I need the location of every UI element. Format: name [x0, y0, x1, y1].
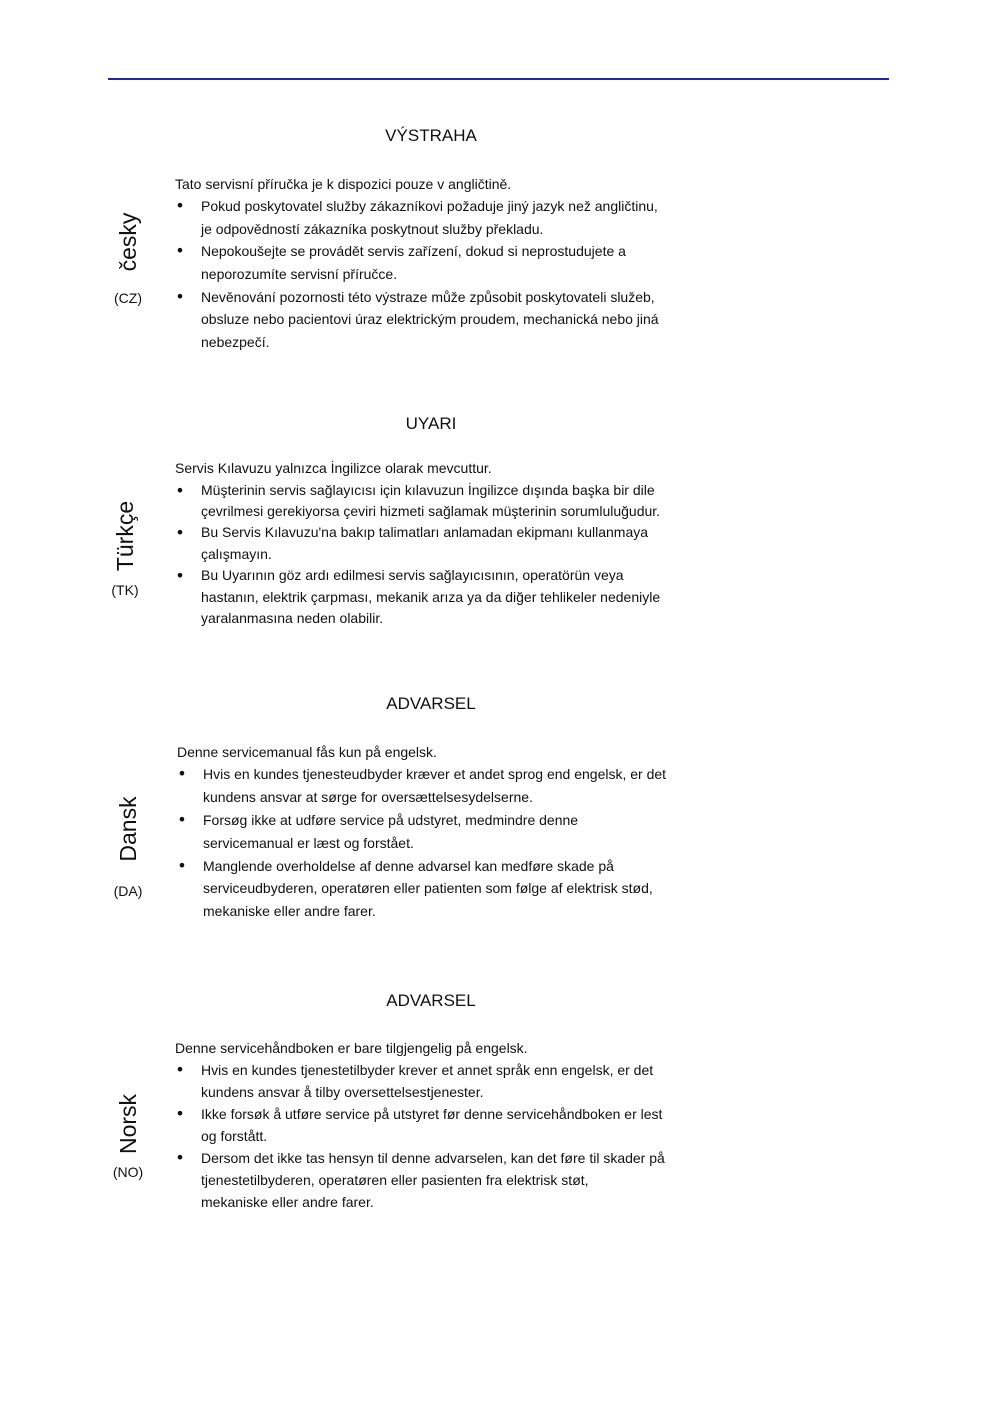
bullet-line: kundens ansvar at sørge for oversættelsesydelserne. — [203, 789, 533, 806]
bullet-icon — [173, 480, 187, 501]
bullet-line: Bu Uyarının göz ardı edilmesi servis sağlayıcısının, operatörün veya — [201, 567, 624, 584]
bullet-line: Dersom det ikke tas hensyn til denne advarselen, kan det føre til skader på — [201, 1150, 665, 1166]
bullet-line: çevrilmesi gerekiyorsa çeviri hizmeti sağlamak müşterinin sorumluluğudur. — [201, 503, 661, 520]
bullet-line: Hvis en kundes tjenestetilbyder krever et annet språk enn engelsk, er det — [201, 1062, 654, 1078]
language-label: Türkçe — [112, 500, 138, 571]
bullet-item — [0, 1103, 998, 1147]
bullet-icon — [173, 195, 187, 218]
bullet-icon — [173, 240, 187, 263]
bullet-item — [0, 522, 998, 565]
bullet-line: mekaniske eller andre farer. — [203, 903, 376, 920]
header-rule — [108, 78, 889, 80]
bullet-line: servicemanual er læst og forstået. — [203, 834, 414, 851]
bullet-item — [0, 1147, 998, 1213]
bullet-line: Forsøg ikke at udføre service på udstyret, medmindre denne — [203, 811, 579, 828]
warning-body — [2, 741, 998, 923]
bullet-line: og forstått. — [201, 1128, 268, 1144]
bullet-icon — [175, 763, 189, 786]
bullet-line: çalışmayın. — [201, 545, 272, 562]
bullet-line: Manglende overholdelse af denne advarsel kan medføre skade på — [203, 857, 614, 874]
language-label: Norsk — [115, 1093, 141, 1154]
bullet-line: Nevěnování pozornosti této výstraze může způsobit poskytovateli služeb, — [201, 288, 655, 305]
section-heading: ADVARSEL — [386, 991, 476, 1010]
intro-text: Denne servicemanual fås kun på engelsk. — [177, 743, 437, 760]
warning-section-no — [0, 990, 998, 1250]
warning-section-cz — [0, 125, 998, 385]
bullet-item — [0, 240, 998, 285]
language-label: česky — [115, 212, 141, 271]
bullet-line: yaralanmasına neden olabilir. — [201, 610, 384, 627]
bullet-icon — [173, 1059, 187, 1081]
bullet-icon — [173, 565, 187, 586]
intro-text: Servis Kılavuzu yalnızca İngilizce olarak mevcuttur. — [175, 460, 492, 477]
bullet-line: nebezpečí. — [201, 333, 270, 350]
bullet-line: Nepokoušejte se provádět servis zařízení, dokud si neprostudujete a — [201, 243, 626, 260]
bullet-icon — [173, 1103, 187, 1125]
warning-section-tk — [0, 413, 998, 673]
bullet-icon — [173, 522, 187, 543]
bullet-line: hastanın, elektrik çarpması, mekanik arıza ya da diğer tehlikeler nedeniyle — [201, 588, 661, 605]
language-code: (DA) — [113, 883, 143, 899]
bullet-line: kundens ansvar å tilby oversettelsestjenester. — [201, 1084, 484, 1100]
bullet-item — [0, 480, 998, 523]
bullet-line: tjenestetilbyderen, operatøren eller pasienten fra elektrisk støt, — [201, 1172, 589, 1188]
warning-section-da — [0, 693, 998, 953]
bullet-item — [0, 195, 998, 240]
section-heading: UYARI — [405, 414, 457, 433]
section-heading: VÝSTRAHA — [385, 126, 477, 145]
bullet-line: mekaniske eller andre farer. — [201, 1194, 374, 1210]
warning-body — [0, 173, 998, 354]
bullet-item — [2, 763, 998, 809]
bullet-icon — [175, 809, 189, 832]
bullet-icon — [173, 1147, 187, 1169]
bullet-icon — [173, 286, 187, 309]
bullet-line: neporozumíte servisní příručce. — [201, 266, 398, 283]
bullet-line: Pokud poskytovatel služby zákazníkovi požaduje jiný jazyk než angličtinu, — [201, 198, 658, 215]
language-code: (TK) — [111, 582, 139, 598]
bullet-item — [2, 809, 998, 855]
warning-body — [0, 458, 998, 629]
bullet-icon — [175, 855, 189, 878]
section-heading: ADVARSEL — [386, 694, 476, 713]
language-code: (NO) — [112, 1164, 144, 1180]
language-label: Dansk — [115, 795, 141, 862]
bullet-line: Hvis en kundes tjenesteudbyder kræver et andet sprog end engelsk, er det — [203, 766, 667, 783]
intro-text: Denne servicehåndboken er bare tilgjengelig på engelsk. — [175, 1040, 528, 1056]
bullet-item — [2, 855, 998, 923]
warning-body — [0, 1037, 998, 1213]
bullet-line: Ikke forsøk å utføre service på utstyret før denne servicehåndboken er lest — [201, 1106, 663, 1122]
bullet-item — [0, 1059, 998, 1103]
bullet-line: je odpovědností zákazníka poskytnout služby překladu. — [201, 220, 544, 237]
intro-text: Tato servisní příručka je k dispozici pouze v angličtině. — [175, 175, 512, 192]
language-code: (CZ) — [114, 290, 142, 306]
bullet-item — [0, 565, 998, 629]
bullet-line: Bu Servis Kılavuzu'na bakıp talimatları anlamadan ekipmanı kullanmaya — [201, 524, 649, 541]
bullet-item — [0, 286, 998, 354]
bullet-line: Müşterinin servis sağlayıcısı için kılavuzun İngilizce dışında başka bir dile — [201, 481, 655, 498]
bullet-line: obsluze nebo pacientovi úraz elektrickým proudem, mechanická nebo jiná — [201, 311, 659, 328]
bullet-line: serviceudbyderen, operatøren eller patienten som følge af elektrisk stød, — [203, 880, 653, 897]
